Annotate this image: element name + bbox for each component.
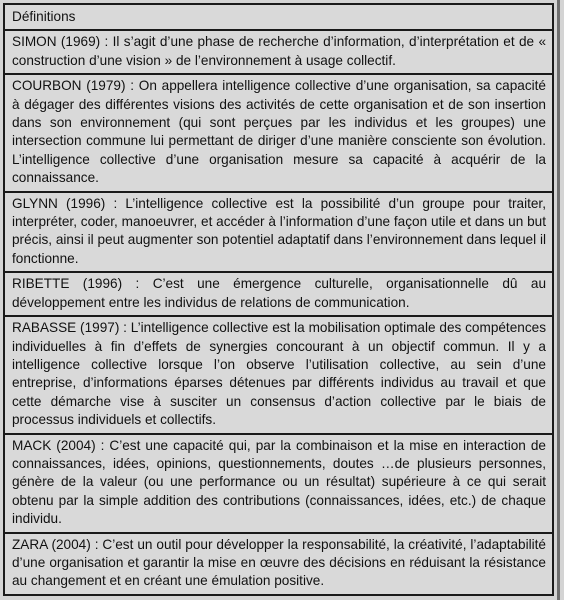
page-edge-divider (557, 0, 560, 600)
definition-zara: ZARA (2004) : C’est un outil pour développer la responsabilité, la créativité, l’adaptabilité d’une organisation et garantir la mise en œuvre des décisions en réduisant la résistance au changement et en créant une émulation positive. (4, 533, 553, 595)
table-row (4, 30, 553, 74)
definitions-table (3, 3, 554, 596)
definition-ribette: RIBETTE (1996) : C’est une émergence culturelle, organisationnelle dû au développement entre les individus de relations de communication. (4, 272, 553, 316)
table-row (4, 434, 553, 533)
table-row (4, 316, 553, 433)
table-header-cell: Définitions (4, 4, 553, 30)
table-row (4, 272, 553, 316)
table-header-row (4, 4, 553, 30)
definition-rabasse: RABASSE (1997) : L’intelligence collective est la mobilisation optimale des compétences individuelles à fin d’effets de synergies concourant à un objectif commun. Il y a intelligence collective lorsque l’on observe l’utilisation collective, au sein d’une entreprise, d’informations éparses détenues par différents individus au travail et que cette démarche vise à susciter un consensus d’action collective par le biais de processus individuels et collectifs. (4, 316, 553, 433)
table-row (4, 74, 553, 191)
definition-courbon: COURBON (1979) : On appellera intelligence collective d’une organisation, sa capacité à dégager des différentes visions des activités de cette organisation et de son insertion dans son environnement (qui sont perçues par les individus et les groupes) une intersection commune lui permettant de diriger d’une manière consciente son évolution. L’intelligence collective d’une organisation mesure sa capacité à acquérir de la connaissance. (4, 74, 553, 191)
definition-mack: MACK (2004) : C’est une capacité qui, par la combinaison et la mise en interaction de connaissances, idées, opinions, questionnements, doutes …de plusieurs personnes, génère de la valeur (ou une performance ou un résultat) supérieure à ce qui serait obtenu par la simple addition des contributions (connaissances, idées, etc.) de chaque individu. (4, 434, 553, 533)
table-row (4, 192, 553, 273)
definition-simon: SIMON (1969) : Il s’agit d’une phase de recherche d’information, d’interprétation et de « construction d’une vision » de l’environnement à usage collectif. (4, 30, 553, 74)
definition-glynn: GLYNN (1996) : L’intelligence collective est la possibilité d’un groupe pour traiter, interpréter, coder, manoeuvrer, et accéder à l’information d’une façon utile et dans un but précis, ainsi il peut augmenter son potentiel adaptatif dans l’environnement dans lequel il fonctionne. (4, 192, 553, 273)
table-row (4, 533, 553, 595)
